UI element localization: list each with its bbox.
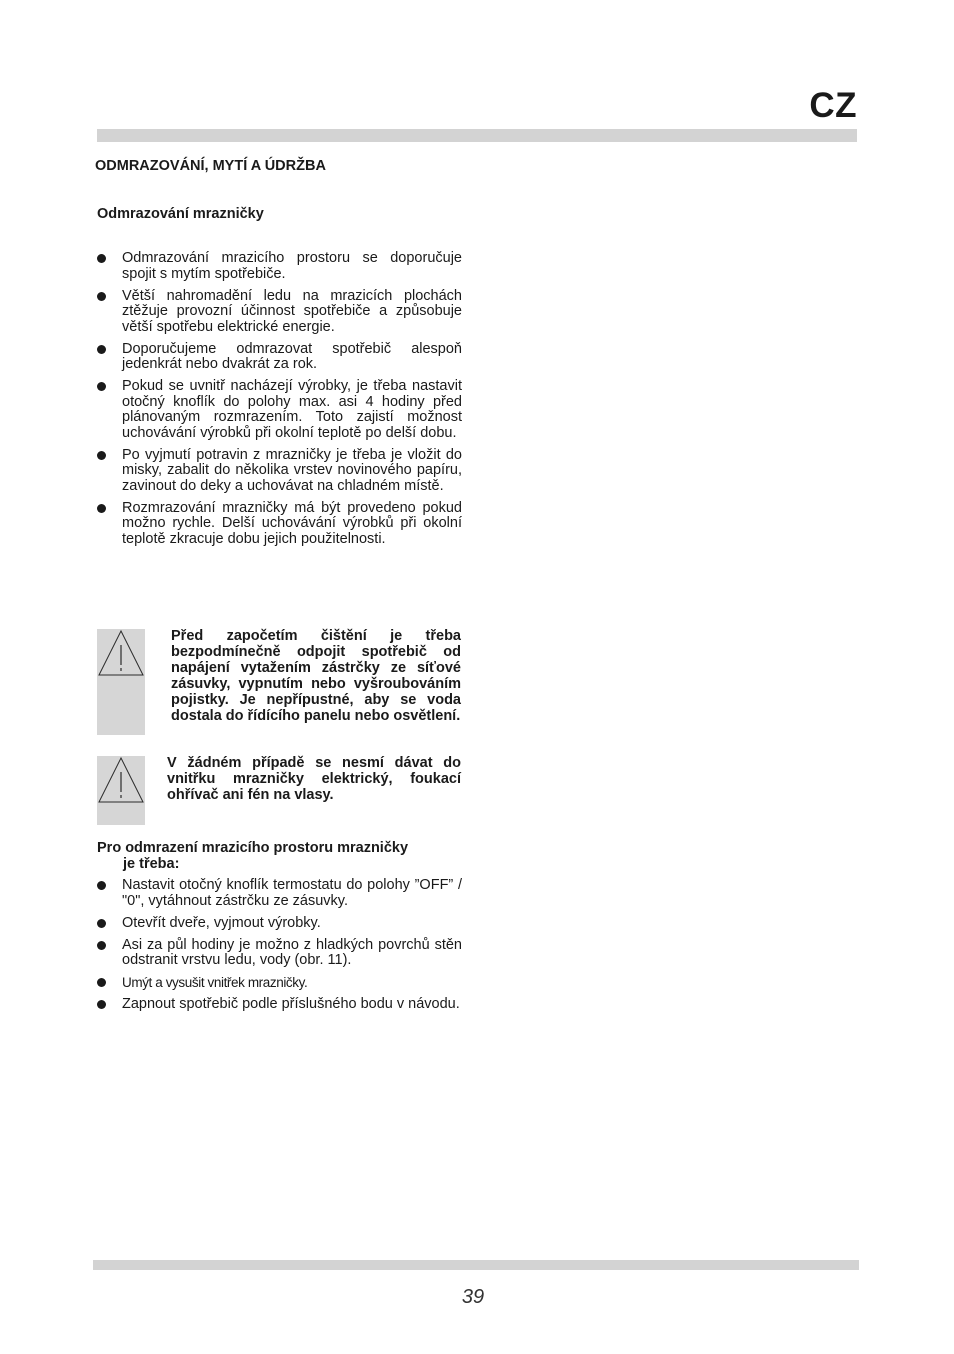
list-item: Pokud se uvnitř nacházejí výrobky, je třeba nastavit otočný knoflík do polohy max. asi 4 hodiny před plánovaným rozmrazením. Toto zajistí možnost uchovávání výrobků při okolní teplotě po delší dobu. — [96, 379, 462, 441]
list-item: Doporučujeme odmrazovat spotřebič alespoň jedenkrát nebo dvakrát za rok. — [96, 342, 462, 373]
bullet-dot-icon — [97, 254, 106, 263]
bullet-dot-icon — [97, 345, 106, 354]
list-item: Nastavit otočný knoflík termostatu do polohy ”OFF” / "0", vytáhnout zástrčku ze zásuvky. — [96, 878, 462, 909]
bullet-dot-icon — [97, 919, 106, 928]
section-title: ODMRAZOVÁNÍ, MYTÍ A ÚDRŽBA — [95, 158, 326, 174]
warning-box-2 — [97, 756, 145, 825]
page-number: 39 — [461, 1286, 485, 1308]
bullet-list-defrosting — [96, 251, 462, 554]
list-item: Zapnout spotřebič podle příslušného bodu v návodu. — [96, 997, 462, 1013]
bullet-dot-icon — [97, 451, 106, 460]
procedure-title-line1: Pro odmrazení mrazicího prostoru mrazničky — [97, 840, 409, 856]
bullet-dot-icon — [97, 504, 106, 513]
list-item: Rozmrazování mrazničky má být provedeno pokud možno rychle. Delší uchovávání výrobků při okolní teplotě zkracuje dobu jejich použitelnosti. — [96, 501, 462, 548]
procedure-title — [97, 840, 461, 872]
bullet-dot-icon — [97, 292, 106, 301]
warning-text-2: V žádném případě se nesmí dávat do vnitřku mrazničky elektrický, foukací ohřívač ani fén na vlasy. — [167, 755, 461, 803]
warning-triangle-icon — [97, 756, 145, 804]
warning-box-1 — [97, 629, 145, 735]
bullet-dot-icon — [97, 881, 106, 890]
bullet-dot-icon — [97, 978, 106, 987]
warning-text-1: Před započetím čištění je třeba bezpodmínečně odpojit spotřebič od napájení vytažením zástrčky ze síťové zásuvky, vypnutím nebo vyšroubováním pojistky. Je nepřípustné, aby se voda dostala do řídícího panelu nebo osvětlení. — [171, 628, 461, 724]
header-divider-bar — [97, 129, 857, 142]
list-item: Umýt a vysušit vnitřek mrazničky. — [96, 975, 462, 991]
list-item: Větší nahromadění ledu na mrazicích plochách ztěžuje provozní účinnost spotřebiče a způsobuje větší spotřebu elektrické energie. — [96, 289, 462, 336]
bullet-dot-icon — [97, 941, 106, 950]
list-item: Odmrazování mrazicího prostoru se doporučuje spojit s mytím spotřebiče. — [96, 251, 462, 282]
bullet-dot-icon — [97, 1000, 106, 1009]
warning-triangle-icon — [97, 629, 145, 677]
list-item: Po vyjmutí potravin z mrazničky je třeba je vložit do misky, zabalit do několika vrstev novinového papíru, zavinout do deky a uchovávat na chladném místě. — [96, 448, 462, 495]
list-item: Otevřít dveře, vyjmout výrobky. — [96, 916, 462, 932]
list-item: Asi za půl hodiny je možno z hladkých povrchů stěn odstranit vrstvu ledu, vody (obr. 11). — [96, 938, 462, 969]
bullet-dot-icon — [97, 382, 106, 391]
procedure-title-line2: je třeba: — [123, 856, 180, 872]
footer-divider-bar — [93, 1260, 859, 1270]
language-code: CZ — [809, 86, 857, 125]
subsection-title: Odmrazování mrazničky — [97, 206, 264, 222]
bullet-list-procedure — [96, 878, 462, 1019]
